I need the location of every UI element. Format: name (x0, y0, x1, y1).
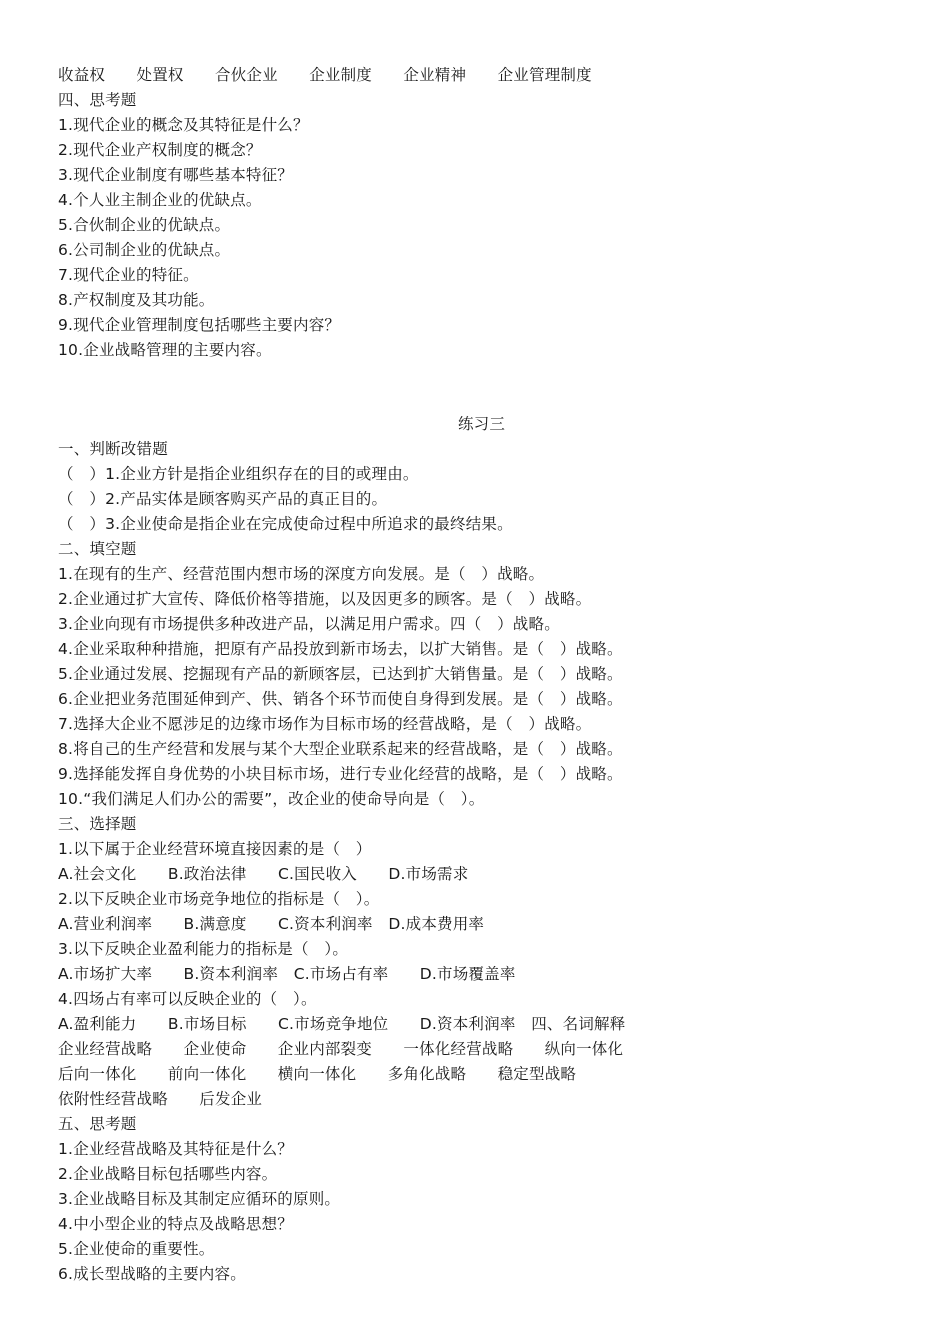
choice-options: A.营业利润率 B.满意度 C.资本利润率 D.成本费用率 (58, 915, 485, 933)
question-item: 3.现代企业制度有哪些基本特征？ (58, 166, 293, 184)
fill-blank-item: 8.将自己的生产经营和发展与某个大型企业联系起来的经营战略，是（ ）战略。 (58, 740, 623, 758)
question-item: 9.现代企业管理制度包括哪些主要内容？ (58, 316, 341, 334)
question-item: 4.个人业主制企业的优缺点。 (58, 191, 262, 209)
question-item: 10.企业战略管理的主要内容。 (58, 341, 272, 359)
question-item: 6.公司制企业的优缺点。 (58, 241, 231, 259)
question-item: 6.成长型战略的主要内容。 (58, 1265, 246, 1283)
true-false-item: （ ）3.企业使命是指企业在完成使命过程中所追求的最终结果。 (58, 515, 513, 533)
fill-blank-item: 6.企业把业务范围延伸到产、供、销各个环节而使自身得到发展。是（ ）战略。 (58, 690, 623, 708)
term-list-line: 收益权 处置权 合伙企业 企业制度 企业精神 企业管理制度 (58, 66, 592, 84)
choice-question: 2.以下反映企业市场竞争地位的指标是（ ）。 (58, 890, 380, 908)
section-heading: 五、思考题 (58, 1115, 137, 1133)
question-item: 7.现代企业的特征。 (58, 266, 199, 284)
choice-options: A.市场扩大率 B.资本利润率 C.市场占有率 D.市场覆盖率 (58, 965, 516, 983)
fill-blank-item: 2.企业通过扩大宣传、降低价格等措施，以及因更多的顾客。是（ ）战略。 (58, 590, 592, 608)
question-item: 2.现代企业产权制度的概念？ (58, 141, 262, 159)
question-item: 4.中小型企业的特点及战略思想？ (58, 1215, 293, 1233)
question-item: 8.产权制度及其功能。 (58, 291, 215, 309)
fill-blank-item: 1.在现有的生产、经营范围内想市场的深度方向发展。是（ ）战略。 (58, 565, 545, 583)
true-false-item: （ ）1.企业方针是指企业组织存在的目的或理由。 (58, 465, 419, 483)
choice-question: 3.以下反映企业盈利能力的指标是（ ）。 (58, 940, 349, 958)
question-item: 5.企业使命的重要性。 (58, 1240, 215, 1258)
true-false-item: （ ）2.产品实体是顾客购买产品的真正目的。 (58, 490, 388, 508)
question-item: 5.合伙制企业的优缺点。 (58, 216, 231, 234)
choice-options: A.盈利能力 B.市场目标 C.市场竞争地位 D.资本利润率 四、名词解释 (58, 1015, 626, 1033)
fill-blank-item: 5.企业通过发展、挖掘现有产品的新顾客层，已达到扩大销售量。是（ ）战略。 (58, 665, 623, 683)
question-item: 2.企业战略目标包括哪些内容。 (58, 1165, 278, 1183)
section-heading: 二、填空题 (58, 540, 137, 558)
choice-options: A.社会文化 B.政治法律 C.国民收入 D.市场需求 (58, 865, 469, 883)
section-heading: 三、选择题 (58, 815, 137, 833)
term-list-line: 依附性经营战略 后发企业 (58, 1090, 263, 1108)
fill-blank-item: 7.选择大企业不愿涉足的边缘市场作为目标市场的经营战略，是（ ）战略。 (58, 715, 592, 733)
term-list-line: 企业经营战略 企业使命 企业内部裂变 一体化经营战略 纵向一体化 (58, 1040, 624, 1058)
section-heading: 一、判断改错题 (58, 440, 168, 458)
question-item: 1.现代企业的概念及其特征是什么？ (58, 116, 309, 134)
fill-blank-item: 4.企业采取种种措施，把原有产品投放到新市场去，以扩大销售。是（ ）战略。 (58, 640, 623, 658)
section-heading: 四、思考题 (58, 91, 137, 109)
fill-blank-item: 3.企业向现有市场提供多种改进产品，以满足用户需求。四（ ）战略。 (58, 615, 560, 633)
choice-question: 4.四场占有率可以反映企业的（ ）。 (58, 990, 317, 1008)
choice-question: 1.以下属于企业经营环境直接因素的是（ ） (58, 840, 372, 858)
question-item: 3.企业战略目标及其制定应循环的原则。 (58, 1190, 341, 1208)
exercise-title: 练习三 (457, 415, 506, 433)
fill-blank-item: 10.“我们满足人们办公的需要”，改企业的使命导向是（ ）。 (58, 790, 485, 808)
term-list-line: 后向一体化 前向一体化 横向一体化 多角化战略 稳定型战略 (58, 1065, 577, 1083)
fill-blank-item: 9.选择能发挥自身优势的小块目标市场，进行专业化经营的战略，是（ ）战略。 (58, 765, 623, 783)
question-item: 1.企业经营战略及其特征是什么？ (58, 1140, 293, 1158)
